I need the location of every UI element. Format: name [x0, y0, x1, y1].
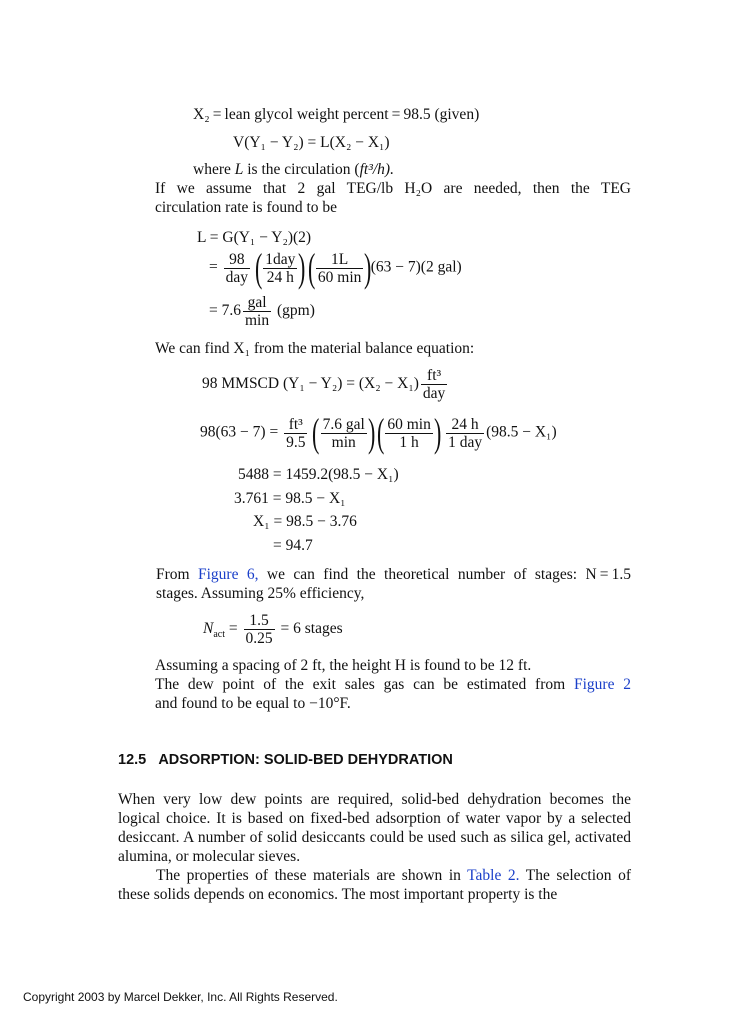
fraction-numerator: 24 h: [451, 415, 479, 433]
efficiency-line: stages. Assuming 25% efficiency,: [156, 585, 365, 602]
left-paren: (: [307, 245, 315, 290]
left-paren: (: [377, 410, 385, 455]
equals-sign: =: [209, 258, 218, 276]
dew-point-result: and found to be equal to −10°F.: [155, 695, 351, 712]
nact-equation: [203, 612, 343, 647]
assumption-line-1: If we assume that 2 gal TEG/lb H₂O are needed, then the TEG: [155, 180, 631, 197]
fraction-stages: [244, 612, 275, 647]
fraction-denominator: 1 h: [385, 433, 433, 451]
section-title: ADSORPTION: SOLID-BED DEHYDRATION: [158, 752, 453, 768]
assumption-line-2: circulation rate is found to be: [155, 199, 338, 216]
nact-subscript: act: [213, 629, 225, 641]
fraction-numerator: 7.6 gal: [322, 415, 365, 433]
fraction-denominator: 1 day: [448, 433, 483, 451]
fraction-numerator: ft³: [288, 415, 303, 433]
equation-prefix: 98 MMSCD (Y₁ − Y₂) = (X₂ − X₁): [202, 375, 419, 393]
fraction-ft3-per-9-5: [284, 416, 307, 451]
fraction-denominator: 24 h: [263, 268, 297, 286]
dew-point-text: The dew point of the exit sales gas can be estimated from: [155, 676, 566, 693]
big-balance-equation: [200, 410, 557, 455]
fraction-gal-per-min: [243, 294, 271, 329]
circulation-definition: [193, 161, 394, 179]
fraction-98-per-day: [224, 251, 250, 286]
fraction-numerator: 98: [229, 250, 245, 268]
fraction-denominator: min: [321, 433, 367, 451]
fraction-numerator: ft³: [427, 367, 442, 384]
paragraph-2: [118, 866, 631, 904]
from-figure-prefix: From: [156, 566, 190, 583]
fraction-gal-per-min: [321, 416, 367, 451]
right-paren: ): [433, 410, 442, 455]
result-line-2: 3.761 = 98.5 − X₁: [234, 490, 346, 507]
left-paren: (: [254, 245, 263, 290]
equation-prefix: = 7.6: [209, 302, 241, 320]
equation-tail: (gpm): [277, 302, 315, 320]
mmscd-equation: [202, 367, 449, 402]
figure-6-link[interactable]: Figure 6,: [198, 566, 259, 583]
fraction-day-per-hours: [263, 251, 297, 286]
find-x1-line: We can find X₁ from the material balance equation:: [155, 340, 475, 357]
fraction-hours-per-day: [446, 416, 484, 451]
nact-symbol: N: [203, 620, 214, 638]
right-paren: ): [367, 410, 376, 455]
fraction-numerator: 60 min: [387, 415, 431, 433]
fraction-liter-per-minutes: [316, 251, 364, 286]
right-paren: ): [364, 245, 372, 290]
equation-tail: = 6 stages: [280, 620, 343, 638]
dew-point-line: [155, 676, 631, 694]
spacing-line: Assuming a spacing of 2 ft, the height H is found to be 12 ft.: [155, 657, 532, 674]
paragraph-1: When very low dew points are required, solid-bed dehydration becomes the logical choice. It is based on fixed-bed adsorption of water vapor by a selected desiccant. A number of solid desiccants could be used such as silica gel, activated alumina, or molecular sieves.: [118, 791, 631, 865]
table-2-link[interactable]: Table 2.: [467, 867, 520, 884]
paragraph-2-suffix: The selection of these solids depends on economics. The most important property is the: [118, 867, 631, 903]
result-line-1: 5488 = 1459.2(98.5 − X₁): [238, 466, 399, 483]
fraction-numerator: 1day: [265, 250, 296, 268]
left-paren: (: [312, 410, 320, 455]
circulation-equation-1: L = G(Y₁ − Y₂)(2): [197, 229, 312, 246]
from-figure-suffix: we can find the theoretical number of stages: N = 1.5: [266, 566, 631, 583]
copyright-notice: Copyright 2003 by Marcel Dekker, Inc. All Rights Reserved.: [23, 990, 338, 1004]
x2-definition: X₂ = lean glycol weight percent = 98.5 (given): [193, 106, 480, 123]
where-prefix: where: [193, 161, 231, 178]
where-unit: ft³/h).: [359, 161, 394, 178]
result-line-4: = 94.7: [273, 537, 313, 554]
section-heading: [118, 752, 453, 768]
equation-tail: (98.5 − X₁): [486, 423, 557, 441]
material-balance-equation: V(Y₁ − Y₂) = L(X₂ − X₁): [233, 134, 390, 151]
where-middle: is the circulation (: [247, 161, 360, 178]
equals-sign: =: [228, 620, 238, 638]
fraction-numerator: 1L: [331, 250, 349, 268]
section-number: 12.5: [118, 752, 147, 768]
where-variable: L: [234, 161, 244, 178]
fraction-denominator: 0.25: [245, 630, 273, 647]
circulation-equation-2: [209, 245, 462, 290]
figure-2-link[interactable]: Figure 2: [573, 676, 632, 693]
equation-prefix: 98(63 − 7) =: [200, 423, 279, 441]
fraction-denominator: day: [422, 385, 446, 402]
from-figure-line: [156, 566, 631, 584]
equation-tail: (63 − 7)(2 gal): [370, 258, 462, 276]
fraction-denominator: min: [245, 312, 270, 329]
fraction-ft3-per-day: [421, 367, 447, 402]
body-text: [118, 790, 631, 904]
right-paren: ): [298, 245, 306, 290]
result-line-3: X₁ = 98.5 − 3.76: [253, 513, 357, 530]
fraction-min-per-hour: [385, 416, 433, 451]
fraction-denominator: 9.5: [286, 433, 306, 451]
paragraph-2-prefix: The properties of these materials are shown in: [156, 867, 461, 884]
fraction-numerator: gal: [247, 294, 267, 311]
fraction-denominator: 60 min: [317, 268, 362, 286]
circulation-equation-3: [209, 294, 315, 329]
fraction-denominator: day: [225, 268, 249, 286]
fraction-numerator: 1.5: [249, 612, 269, 629]
